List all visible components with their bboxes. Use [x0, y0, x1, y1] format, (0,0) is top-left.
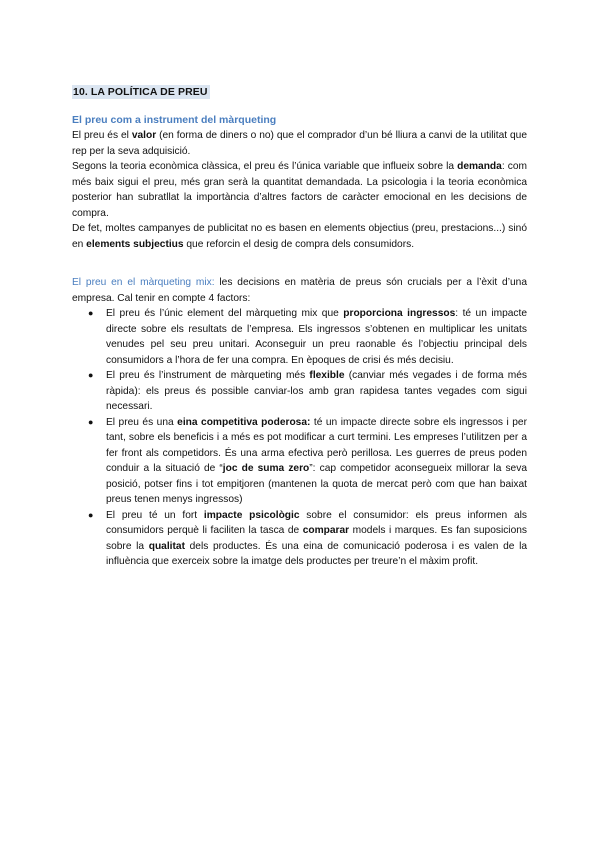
text-bold: flexible [309, 370, 345, 381]
text-bold: qualitat [148, 540, 185, 552]
factors-list [72, 306, 527, 570]
text-run: De fet, moltes campanyes de publicitat no es basen en elements objectius (preu, prestacions...) sinó en [72, 223, 527, 250]
list-item-income [72, 306, 527, 368]
text-bold: demanda [457, 161, 502, 172]
list-item-psychological [72, 508, 527, 570]
bullet-icon: ● [88, 509, 94, 520]
text-run: El preu és una [106, 416, 178, 428]
section-heading-marketing-mix: El preu en el màrqueting mix: [72, 277, 215, 288]
text-run: sobre el consumidor: els preus informen als consumidors perquè li faciliten la tasca de [106, 509, 527, 536]
bullet-icon: ● [88, 308, 94, 318]
text-bold: eina competitiva poderosa: [177, 416, 311, 428]
text-run: que reforcin el desig de compra dels consumidors. [183, 238, 415, 250]
text-run: : té un impacte directe sobre els resultats de l’empresa. Els ingressos s’obtenen en multiplicar les unitats venudes pel seu preu unitari. Aconseguir un preu raonable és l’objectiu principal dels consumidors a l’hora de fer una compra. En èpoques de crisi és més decisiu. [106, 308, 528, 366]
text-bold: impacte psicològic [203, 509, 300, 521]
text-bold: valor [131, 130, 157, 141]
text-run: : com més baix sigui el preu, més gran serà la quantitat demandada. La psicologia i la teoria econòmica posterior han subratllat la importància d’altres factors de caràcter emocional en les decisions de compra. [72, 161, 527, 219]
text-run: té un impacte directe sobre els ingressos i per tant, sobre els beneficis i a més es pot modificar a curt termini. Les empreses l’utilitzen per a fer front als competidors. És una arma efectiva però perillosa. Les guerres de preus poden conduir a la situació de “ [106, 416, 527, 474]
text-run: El preu és l’únic element del màrqueting mix que [106, 308, 344, 319]
section2-body [72, 275, 527, 570]
text-run: (canviar més vegades i de forma més ràpida): els preus és possible canviar-los amb gran rapidesa tantes vegades com sigui necessari. [106, 370, 527, 412]
paragraph-demand [72, 159, 527, 221]
text-bold: elements subjectius [86, 238, 184, 250]
bullet-icon: ● [88, 416, 94, 427]
text-run: El preu és el [72, 130, 132, 141]
text-run: El preu és l’instrument de màrqueting més [106, 370, 310, 381]
text-run: les decisions en matèria de preus són crucials per a l’èxit d’una empresa. Cal tenir en compte 4 factors: [72, 277, 527, 304]
page-title: 10. LA POLÍTICA DE PREU [73, 86, 208, 98]
text-run: (en forma de diners o no) que el comprador d’un bé lliura a canvi de la utilitat que rep per la seva adquisició. [72, 130, 527, 157]
text-run: Segons la teoria econòmica clàssica, el preu és l’única variable que influeix sobre la [72, 161, 458, 172]
list-item-flexible [72, 368, 527, 415]
paragraph-subjective [72, 221, 527, 252]
paragraph-value [72, 128, 527, 159]
section-heading-price-instrument: El preu com a instrument del màrqueting [72, 114, 277, 126]
text-run: dels productes. És una eina de comunicació poderosa i es valen de la influència que exerceix sobre la imatge dels productes per treure’n el màxim profit. [106, 540, 527, 567]
list-item-competitive [72, 415, 527, 508]
section1-body [72, 128, 527, 252]
text-run: El preu té un fort [106, 509, 204, 521]
text-run: models i marques. Es fan suposicions sobre la [106, 525, 527, 552]
text-bold: proporciona ingressos [343, 308, 456, 319]
text-bold: comparar [302, 525, 350, 536]
paragraph-marketing-mix [72, 275, 527, 306]
text-bold: joc de suma zero [222, 463, 310, 474]
text-run: ”: cap competidor aconsegueix millorar la seva posició, potser fins i tot empitjoren (mantenen la quota de mercat però com que han baixat preus tenen menys ingressos) [106, 463, 527, 505]
bullet-icon: ● [88, 370, 94, 380]
